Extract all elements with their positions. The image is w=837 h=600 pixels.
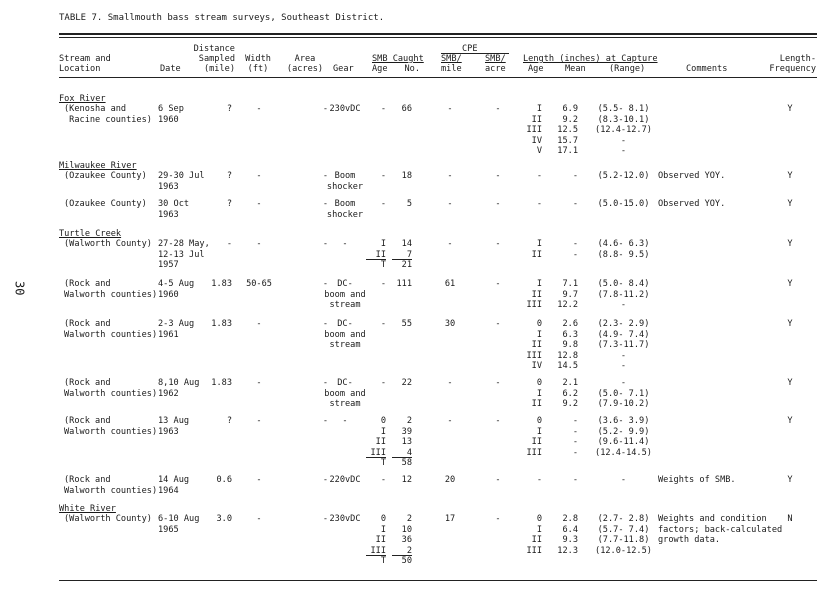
- header-ft: (ft): [247, 64, 269, 74]
- header-cpe-acre-unit: acre: [485, 64, 506, 74]
- cell-date: 14 Aug 1964: [158, 475, 190, 496]
- cell-loc: (Ozaukee County): [64, 171, 147, 181]
- cell-len-age: 0 I II III IV: [526, 319, 542, 371]
- header-distance: Distance: [193, 44, 235, 54]
- cell-loc: (Rock and Walworth counties): [64, 279, 158, 300]
- cell-smb-no: 14 7 21: [401, 239, 412, 270]
- header-smb-no: No.: [404, 64, 420, 74]
- cell-cpe-acre: -: [495, 239, 501, 249]
- header-gear: Gear: [333, 64, 354, 74]
- cell-dist: -: [226, 239, 232, 249]
- cell-cpe-mile: -: [447, 171, 453, 181]
- cell-gear: -: [342, 416, 348, 426]
- cell-len-age: 0 I II: [531, 378, 542, 409]
- cell-dist: ?: [226, 171, 232, 181]
- cell-smb-age: -: [380, 378, 386, 388]
- cell-dist: 3.0: [216, 514, 232, 524]
- total-rule: [366, 555, 386, 556]
- cell-dist: 1.83: [211, 319, 232, 329]
- cell-date: 4-5 Aug 1960: [158, 279, 195, 300]
- cell-len-mean: -: [572, 171, 578, 181]
- cell-width: -: [256, 475, 262, 485]
- cell-comments: Observed YOY.: [658, 199, 726, 209]
- cell-area: -: [322, 514, 328, 524]
- header-cpe-acre: SMB/: [485, 54, 506, 64]
- header-len-range: (Range): [609, 64, 646, 74]
- cell-smb-age: -: [380, 199, 386, 209]
- cell-width: -: [256, 199, 262, 209]
- cell-loc: (Ozaukee County): [64, 199, 147, 209]
- cell-dist: 1.83: [211, 279, 232, 289]
- cell-len-range: (5.2-12.0): [597, 171, 650, 181]
- cell-cpe-acre: -: [495, 475, 501, 485]
- cell-lf: Y: [787, 416, 793, 426]
- stream-heading-white: White River: [59, 504, 116, 514]
- cell-cpe-acre: -: [495, 279, 501, 289]
- stream-heading-fox: Fox River: [59, 94, 106, 104]
- header-comments: Comments: [686, 64, 728, 74]
- cell-date: 2-3 Aug 1961: [158, 319, 195, 340]
- cell-cpe-acre: -: [495, 514, 501, 524]
- cell-loc: (Rock and Walworth counties): [64, 378, 158, 399]
- cell-gear: Boom shocker: [326, 199, 364, 220]
- cell-date: 6-10 Aug 1965: [158, 514, 200, 535]
- header-smb-caught: SMB Caught: [372, 54, 424, 64]
- cell-width: -: [256, 416, 262, 426]
- cell-area: -: [322, 475, 328, 485]
- cell-len-range: -: [620, 475, 627, 485]
- cell-area: -: [322, 378, 328, 388]
- cell-cpe-mile: 61: [444, 279, 456, 289]
- cell-len-age: 0 I II III: [526, 514, 542, 556]
- cell-len-range: (5.5- 8.1) (8.3-10.1) (12.4-12.7) - -: [595, 104, 652, 156]
- cell-smb-age: 0 I II III T: [370, 416, 386, 468]
- cell-len-age: -: [536, 199, 542, 209]
- cell-loc: (Walworth County): [64, 239, 152, 249]
- cell-cpe-acre: -: [495, 319, 501, 329]
- cell-gear: Boom shocker: [326, 171, 364, 192]
- cell-date: 13 Aug 1963: [158, 416, 190, 437]
- cell-lf: Y: [787, 171, 793, 181]
- cell-len-age: I II: [531, 239, 542, 260]
- cell-len-range: (2.7- 2.8) (5.7- 7.4) (7.7-11.8) (12.0-12.5): [595, 514, 652, 556]
- cell-smb-no: 18: [401, 171, 412, 181]
- cell-date: 29-30 Jul 1963: [158, 171, 205, 192]
- cell-area: -: [322, 239, 328, 249]
- header-location: Location: [59, 64, 101, 74]
- header-cpe: CPE: [462, 44, 478, 54]
- cell-lf: Y: [787, 199, 793, 209]
- cell-len-mean: - - - -: [572, 416, 578, 458]
- cell-len-mean: - -: [572, 239, 578, 260]
- cell-width: -: [256, 171, 262, 181]
- cell-cpe-acre: -: [495, 378, 501, 388]
- cell-date: 27-28 May, 12-13 Jul 1957: [158, 239, 210, 270]
- cell-width: 50-65: [246, 279, 272, 289]
- cell-dist: ?: [226, 104, 232, 114]
- cell-cpe-mile: 20: [444, 475, 456, 485]
- stream-heading-turtle: Turtle Creek: [59, 229, 122, 239]
- cell-len-mean: 7.1 9.7 12.2: [557, 279, 578, 310]
- page-number: 30: [12, 281, 27, 296]
- cell-area: -: [322, 104, 328, 114]
- table-title: TABLE 7. Smallmouth bass stream surveys, Southeast District.: [59, 13, 385, 23]
- cell-len-range: (2.3- 2.9) (4.9- 7.4) (7.3-11.7) - -: [597, 319, 650, 371]
- header-rule: [59, 77, 817, 78]
- cell-smb-no: 66: [401, 104, 412, 114]
- cell-lf: Y: [787, 104, 793, 114]
- cell-smb-no: 2 10 36 2 50: [401, 514, 412, 566]
- cell-date: 8,10 Aug 1962: [158, 378, 200, 399]
- cell-dist: ?: [226, 416, 232, 426]
- cell-width: -: [256, 514, 262, 524]
- cell-cpe-acre: -: [495, 199, 501, 209]
- cell-lf: Y: [787, 475, 793, 485]
- cell-gear: DC- boom and stream: [324, 319, 366, 350]
- cell-comments: Weights and condition factors; back-calculated growth data.: [658, 514, 783, 545]
- total-rule: [392, 457, 412, 458]
- cell-smb-age: -: [380, 319, 386, 329]
- cell-width: -: [256, 104, 262, 114]
- cell-area: -: [322, 171, 328, 181]
- top-rule-inner: [59, 37, 817, 38]
- cell-len-mean: 2.8 6.4 9.3 12.3: [557, 514, 578, 556]
- header-length: Length (inches) at Capture: [523, 54, 658, 64]
- cell-cpe-acre: -: [495, 416, 501, 426]
- header-len-mean: Mean: [565, 64, 586, 74]
- cell-cpe-mile: -: [447, 199, 453, 209]
- header-acres: (acres): [286, 64, 324, 74]
- header-sampled: Sampled: [198, 54, 235, 64]
- cell-loc: (Rock and Walworth counties): [64, 416, 158, 437]
- cell-date: 30 Oct 1963: [158, 199, 190, 220]
- cell-loc: (Rock and Walworth counties): [64, 319, 158, 340]
- cell-len-mean: 2.6 6.3 9.8 12.8 14.5: [557, 319, 578, 371]
- cell-gear: 220vDC: [329, 475, 361, 485]
- cell-len-range: (5.0-15.0): [597, 199, 650, 209]
- cell-cpe-mile: 30: [444, 319, 456, 329]
- cell-area: -: [322, 279, 328, 289]
- cell-smb-age: I II T: [375, 239, 386, 270]
- cell-gear: DC- boom and stream: [324, 279, 366, 310]
- cell-area: -: [322, 416, 328, 426]
- cell-len-age: I II III IV V: [526, 104, 542, 156]
- cell-dist: 0.6: [216, 475, 232, 485]
- cell-lf: N: [787, 514, 793, 524]
- cell-cpe-mile: -: [447, 239, 453, 249]
- header-date: Date: [160, 64, 181, 74]
- total-rule: [366, 259, 386, 260]
- cell-smb-no: 12: [401, 475, 412, 485]
- cell-smb-age: -: [380, 279, 386, 289]
- cell-lf: Y: [787, 279, 793, 289]
- cell-loc: (Walworth County): [64, 514, 152, 524]
- cell-comments: Observed YOY.: [658, 171, 726, 181]
- header-len-age: Age: [528, 64, 544, 74]
- cell-len-age: I II III: [526, 279, 542, 310]
- header-mile: (mile): [203, 64, 235, 74]
- stream-heading-milwaukee: Milwaukee River: [59, 161, 137, 171]
- cell-len-age: -: [536, 171, 542, 181]
- total-rule: [392, 555, 412, 556]
- cell-smb-no: 55: [401, 319, 412, 329]
- cell-len-age: 0 I II III: [526, 416, 542, 458]
- cell-smb-age: 0 I II III T: [370, 514, 386, 566]
- cell-lf: Y: [787, 378, 793, 388]
- cell-gear: -: [342, 239, 348, 249]
- cell-smb-age: -: [380, 171, 386, 181]
- top-rule: [59, 33, 817, 35]
- cell-len-age: -: [536, 475, 542, 485]
- cell-smb-age: -: [380, 104, 386, 114]
- cell-len-range: (5.0- 8.4) (7.8-11.2) -: [597, 279, 650, 310]
- cell-width: -: [256, 239, 262, 249]
- cell-comments: Weights of SMB.: [658, 475, 736, 485]
- cell-cpe-mile: -: [447, 378, 453, 388]
- cell-smb-no: 111: [396, 279, 412, 289]
- cell-cpe-mile: 17: [444, 514, 456, 524]
- total-rule: [392, 259, 412, 260]
- cell-gear: 230vDC: [329, 104, 361, 114]
- header-length-frequency-1: Length-: [779, 54, 816, 64]
- cell-cpe-acre: -: [495, 104, 501, 114]
- cell-width: -: [256, 378, 262, 388]
- cell-gear: DC- boom and stream: [324, 378, 366, 409]
- cell-dist: 1.83: [211, 378, 232, 388]
- cell-len-mean: -: [572, 475, 578, 485]
- cell-smb-no: 2 39 13 4 58: [401, 416, 412, 468]
- cell-lf: Y: [787, 319, 793, 329]
- header-cpe-mile-unit: mile: [441, 64, 462, 74]
- cell-smb-no: 5: [406, 199, 412, 209]
- cell-len-mean: -: [572, 199, 578, 209]
- cell-loc: (Rock and Walworth counties): [64, 475, 158, 496]
- cell-cpe-acre: -: [495, 171, 501, 181]
- cell-dist: ?: [226, 199, 232, 209]
- header-smb-age: Age: [372, 64, 388, 74]
- cell-gear: 230vDC: [329, 514, 361, 524]
- bottom-rule: [59, 580, 817, 581]
- cell-len-range: (4.6- 6.3) (8.8- 9.5): [597, 239, 650, 260]
- cell-date: 6 Sep 1960: [158, 104, 184, 125]
- cell-area: -: [322, 319, 328, 329]
- header-area: Area: [294, 54, 316, 64]
- cell-cpe-mile: -: [447, 416, 453, 426]
- cell-cpe-mile: -: [447, 104, 453, 114]
- cell-len-mean: 2.1 6.2 9.2: [562, 378, 578, 409]
- cell-lf: Y: [787, 239, 793, 249]
- header-width: Width: [245, 54, 271, 64]
- cell-len-mean: 6.9 9.2 12.5 15.7 17.1: [557, 104, 578, 156]
- cell-smb-no: 22: [401, 378, 412, 388]
- cell-width: -: [256, 319, 262, 329]
- total-rule: [366, 457, 386, 458]
- cell-len-range: (3.6- 3.9) (5.2- 9.9) (9.6-11.4) (12.4-14.5): [595, 416, 652, 458]
- cell-loc: (Kenosha and Racine counties): [64, 104, 152, 125]
- cell-len-range: - (5.0- 7.1) (7.9-10.2): [597, 378, 650, 409]
- cell-smb-age: -: [380, 475, 386, 485]
- header-stream: Stream and: [59, 54, 111, 64]
- header-cpe-mile: SMB/: [441, 54, 462, 64]
- cell-area: -: [322, 199, 328, 209]
- header-length-frequency-2: Frequency: [769, 64, 816, 74]
